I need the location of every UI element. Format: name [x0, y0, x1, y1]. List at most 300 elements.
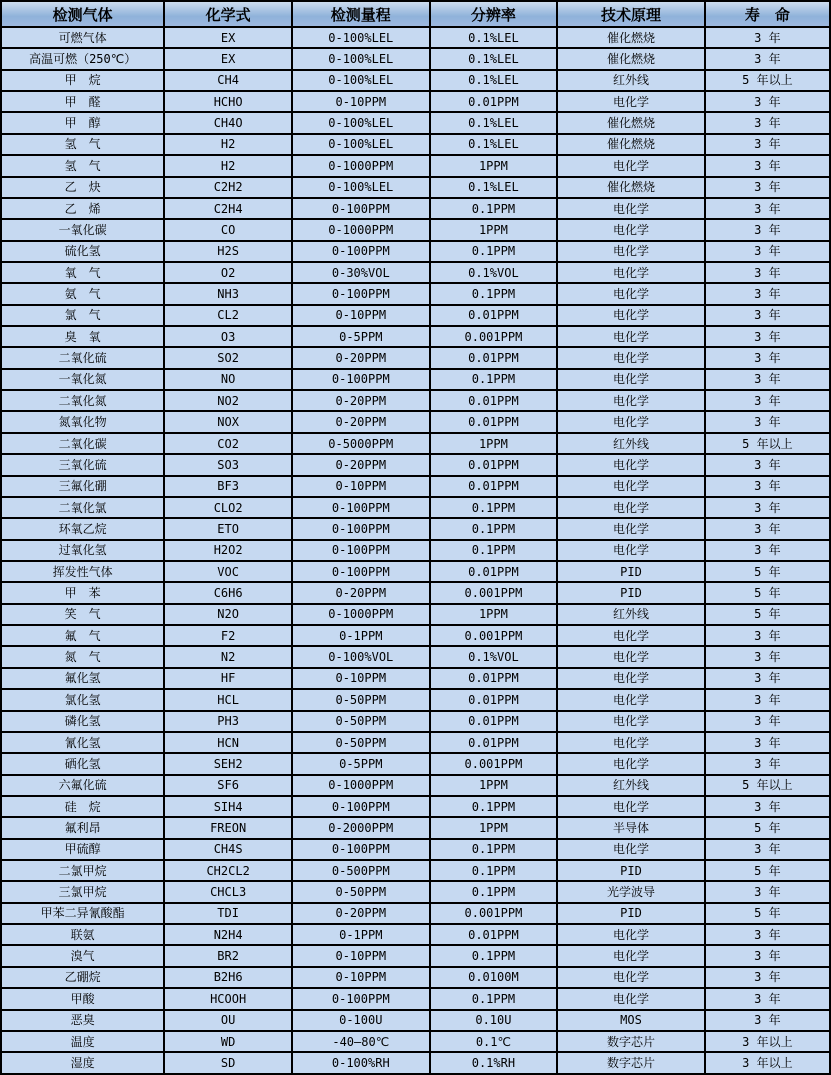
cell-formula: N2: [164, 646, 292, 667]
cell-range: 0-50PPM: [292, 711, 430, 732]
cell-principle: 电化学: [557, 924, 705, 945]
cell-gas: 硫化氢: [1, 241, 164, 262]
table-row: [1, 881, 830, 902]
cell-gas: 甲硫醇: [1, 839, 164, 860]
cell-range: 0-100PPM: [292, 796, 430, 817]
cell-formula: H2O2: [164, 540, 292, 561]
cell-formula: HCN: [164, 732, 292, 753]
cell-lifespan: 3 年: [705, 476, 830, 497]
table-row: [1, 732, 830, 753]
cell-gas: 氮氧化物: [1, 411, 164, 432]
cell-lifespan: 3 年: [705, 347, 830, 368]
table-row: [1, 262, 830, 283]
cell-lifespan: 3 年: [705, 326, 830, 347]
cell-formula: CL2: [164, 305, 292, 326]
cell-formula: TDI: [164, 903, 292, 924]
cell-formula: F2: [164, 625, 292, 646]
cell-principle: 电化学: [557, 390, 705, 411]
cell-gas: 甲苯二异氰酸酯: [1, 903, 164, 924]
cell-principle: 电化学: [557, 91, 705, 112]
cell-lifespan: 3 年: [705, 945, 830, 966]
cell-lifespan: 3 年: [705, 1010, 830, 1031]
table-row: [1, 604, 830, 625]
cell-range: 0-100PPM: [292, 198, 430, 219]
cell-gas: 磷化氢: [1, 711, 164, 732]
cell-lifespan: 3 年: [705, 262, 830, 283]
cell-lifespan: 3 年: [705, 689, 830, 710]
cell-gas: 氟 气: [1, 625, 164, 646]
cell-gas: 氧 气: [1, 262, 164, 283]
cell-formula: BF3: [164, 476, 292, 497]
cell-principle: 电化学: [557, 988, 705, 1009]
table-row: [1, 411, 830, 432]
cell-lifespan: 5 年: [705, 561, 830, 582]
cell-gas: 二氯甲烷: [1, 860, 164, 881]
cell-resolution: 0.01PPM: [430, 305, 558, 326]
table-row: [1, 518, 830, 539]
cell-gas: 氯 气: [1, 305, 164, 326]
cell-range: 0-10PPM: [292, 305, 430, 326]
column-header-resolution: 分辨率: [430, 1, 558, 27]
cell-principle: 电化学: [557, 497, 705, 518]
cell-resolution: 0.1%RH: [430, 1052, 558, 1074]
column-header-lifespan: 寿 命: [705, 1, 830, 27]
cell-principle: MOS: [557, 1010, 705, 1031]
cell-principle: 电化学: [557, 668, 705, 689]
cell-principle: 电化学: [557, 155, 705, 176]
cell-principle: 电化学: [557, 369, 705, 390]
table-row: [1, 753, 830, 774]
cell-principle: 电化学: [557, 326, 705, 347]
column-header-principle: 技术原理: [557, 1, 705, 27]
cell-formula: SF6: [164, 775, 292, 796]
table-row: [1, 1052, 830, 1074]
cell-range: 0-20PPM: [292, 582, 430, 603]
table-row: [1, 91, 830, 112]
cell-gas: 甲 烷: [1, 70, 164, 91]
table-row: [1, 305, 830, 326]
cell-formula: PH3: [164, 711, 292, 732]
cell-resolution: 1PPM: [430, 219, 558, 240]
table-row: [1, 476, 830, 497]
cell-resolution: 0.1PPM: [430, 518, 558, 539]
cell-lifespan: 3 年: [705, 177, 830, 198]
cell-formula: CH4O: [164, 112, 292, 133]
cell-gas: 湿度: [1, 1052, 164, 1074]
cell-range: 0-1000PPM: [292, 604, 430, 625]
cell-formula: NH3: [164, 283, 292, 304]
table-row: [1, 241, 830, 262]
cell-principle: 电化学: [557, 967, 705, 988]
cell-principle: PID: [557, 860, 705, 881]
cell-gas: 联氨: [1, 924, 164, 945]
cell-gas: 甲酸: [1, 988, 164, 1009]
cell-principle: 催化燃烧: [557, 177, 705, 198]
cell-resolution: 0.1%LEL: [430, 112, 558, 133]
cell-resolution: 0.1PPM: [430, 988, 558, 1009]
cell-principle: 电化学: [557, 945, 705, 966]
cell-resolution: 0.1PPM: [430, 497, 558, 518]
table-row: [1, 390, 830, 411]
cell-formula: CH4: [164, 70, 292, 91]
cell-principle: 电化学: [557, 839, 705, 860]
cell-range: 0-20PPM: [292, 903, 430, 924]
cell-gas: 溴气: [1, 945, 164, 966]
cell-lifespan: 3 年: [705, 967, 830, 988]
cell-formula: NO: [164, 369, 292, 390]
cell-lifespan: 3 年: [705, 924, 830, 945]
cell-resolution: 0.001PPM: [430, 903, 558, 924]
cell-principle: 电化学: [557, 283, 705, 304]
cell-lifespan: 3 年: [705, 219, 830, 240]
cell-resolution: 0.1PPM: [430, 945, 558, 966]
table-row: [1, 1010, 830, 1031]
cell-formula: SEH2: [164, 753, 292, 774]
cell-lifespan: 5 年以上: [705, 433, 830, 454]
cell-lifespan: 3 年: [705, 305, 830, 326]
cell-principle: 电化学: [557, 476, 705, 497]
cell-range: 0-100PPM: [292, 518, 430, 539]
table-body: [1, 27, 830, 1074]
table-row: [1, 177, 830, 198]
cell-lifespan: 3 年: [705, 732, 830, 753]
table-row: [1, 967, 830, 988]
cell-gas: 高温可燃（250℃）: [1, 48, 164, 69]
cell-resolution: 0.1PPM: [430, 881, 558, 902]
cell-lifespan: 5 年: [705, 817, 830, 838]
cell-gas: 二氧化氯: [1, 497, 164, 518]
cell-gas: 乙硼烷: [1, 967, 164, 988]
cell-formula: HF: [164, 668, 292, 689]
cell-principle: 催化燃烧: [557, 112, 705, 133]
cell-gas: 三氯甲烷: [1, 881, 164, 902]
cell-formula: SIH4: [164, 796, 292, 817]
cell-principle: 电化学: [557, 219, 705, 240]
cell-lifespan: 3 年: [705, 668, 830, 689]
cell-gas: 恶臭: [1, 1010, 164, 1031]
cell-range: 0-100PPM: [292, 241, 430, 262]
column-header-range: 检测量程: [292, 1, 430, 27]
cell-formula: N2H4: [164, 924, 292, 945]
cell-principle: 数字芯片: [557, 1031, 705, 1052]
cell-lifespan: 5 年: [705, 903, 830, 924]
cell-gas: 三氧化硫: [1, 454, 164, 475]
table-row: [1, 326, 830, 347]
cell-resolution: 0.01PPM: [430, 454, 558, 475]
table-row: [1, 369, 830, 390]
cell-gas: 六氟化硫: [1, 775, 164, 796]
cell-formula: CH2CL2: [164, 860, 292, 881]
cell-gas: 乙 炔: [1, 177, 164, 198]
cell-range: 0-30%VOL: [292, 262, 430, 283]
cell-principle: 电化学: [557, 625, 705, 646]
cell-resolution: 0.1%LEL: [430, 177, 558, 198]
cell-gas: 氟利昂: [1, 817, 164, 838]
cell-lifespan: 3 年: [705, 411, 830, 432]
cell-range: 0-10PPM: [292, 476, 430, 497]
table-row: [1, 48, 830, 69]
cell-principle: 电化学: [557, 198, 705, 219]
table-row: [1, 689, 830, 710]
cell-principle: 电化学: [557, 262, 705, 283]
cell-lifespan: 3 年: [705, 753, 830, 774]
cell-resolution: 0.1%LEL: [430, 134, 558, 155]
cell-resolution: 0.1PPM: [430, 839, 558, 860]
cell-principle: 电化学: [557, 753, 705, 774]
table-row: [1, 347, 830, 368]
cell-resolution: 0.001PPM: [430, 582, 558, 603]
cell-gas: 甲 醛: [1, 91, 164, 112]
cell-resolution: 1PPM: [430, 817, 558, 838]
cell-formula: OU: [164, 1010, 292, 1031]
cell-range: 0-20PPM: [292, 347, 430, 368]
cell-resolution: 1PPM: [430, 775, 558, 796]
cell-lifespan: 3 年: [705, 369, 830, 390]
cell-formula: H2: [164, 134, 292, 155]
cell-lifespan: 3 年: [705, 711, 830, 732]
cell-resolution: 0.1PPM: [430, 198, 558, 219]
cell-gas: 氮 气: [1, 646, 164, 667]
cell-resolution: 1PPM: [430, 155, 558, 176]
cell-principle: PID: [557, 561, 705, 582]
cell-resolution: 0.01PPM: [430, 668, 558, 689]
cell-lifespan: 5 年: [705, 604, 830, 625]
cell-lifespan: 3 年: [705, 155, 830, 176]
table-row: [1, 134, 830, 155]
cell-resolution: 1PPM: [430, 433, 558, 454]
cell-range: 0-100%LEL: [292, 177, 430, 198]
cell-formula: C2H4: [164, 198, 292, 219]
cell-range: 0-500PPM: [292, 860, 430, 881]
cell-lifespan: 3 年: [705, 518, 830, 539]
cell-resolution: 0.01PPM: [430, 924, 558, 945]
cell-range: 0-10PPM: [292, 668, 430, 689]
cell-formula: B2H6: [164, 967, 292, 988]
cell-lifespan: 3 年以上: [705, 1052, 830, 1074]
cell-resolution: 0.1PPM: [430, 540, 558, 561]
cell-range: 0-50PPM: [292, 732, 430, 753]
cell-principle: 催化燃烧: [557, 48, 705, 69]
cell-range: 0-100%RH: [292, 1052, 430, 1074]
cell-resolution: 0.1℃: [430, 1031, 558, 1052]
cell-principle: 电化学: [557, 711, 705, 732]
cell-range: 0-100PPM: [292, 497, 430, 518]
cell-principle: 电化学: [557, 454, 705, 475]
table-row: [1, 668, 830, 689]
cell-formula: NOX: [164, 411, 292, 432]
cell-resolution: 0.10U: [430, 1010, 558, 1031]
cell-principle: 红外线: [557, 70, 705, 91]
cell-range: 0-1PPM: [292, 625, 430, 646]
cell-resolution: 0.01PPM: [430, 689, 558, 710]
cell-resolution: 0.001PPM: [430, 326, 558, 347]
cell-lifespan: 3 年: [705, 540, 830, 561]
cell-resolution: 0.01PPM: [430, 476, 558, 497]
cell-lifespan: 3 年: [705, 390, 830, 411]
cell-gas: 三氟化硼: [1, 476, 164, 497]
column-header-formula: 化学式: [164, 1, 292, 27]
cell-lifespan: 3 年: [705, 134, 830, 155]
cell-formula: HCL: [164, 689, 292, 710]
cell-range: 0-10PPM: [292, 945, 430, 966]
cell-range: 0-50PPM: [292, 881, 430, 902]
cell-formula: N2O: [164, 604, 292, 625]
cell-gas: 二氧化硫: [1, 347, 164, 368]
cell-gas: 一氧化氮: [1, 369, 164, 390]
cell-resolution: 0.01PPM: [430, 347, 558, 368]
cell-range: 0-1000PPM: [292, 775, 430, 796]
cell-formula: FREON: [164, 817, 292, 838]
cell-range: 0-2000PPM: [292, 817, 430, 838]
cell-principle: 电化学: [557, 241, 705, 262]
table-row: [1, 540, 830, 561]
cell-gas: 温度: [1, 1031, 164, 1052]
cell-formula: EX: [164, 27, 292, 48]
cell-principle: PID: [557, 903, 705, 924]
cell-resolution: 0.1PPM: [430, 283, 558, 304]
cell-range: 0-100PPM: [292, 283, 430, 304]
cell-principle: 电化学: [557, 689, 705, 710]
table-row: [1, 283, 830, 304]
cell-principle: 电化学: [557, 540, 705, 561]
cell-lifespan: 3 年: [705, 646, 830, 667]
cell-gas: 氰化氢: [1, 732, 164, 753]
cell-range: 0-100U: [292, 1010, 430, 1031]
cell-resolution: 0.01PPM: [430, 390, 558, 411]
table-row: [1, 70, 830, 91]
cell-formula: SO2: [164, 347, 292, 368]
cell-range: -40—80℃: [292, 1031, 430, 1052]
cell-gas: 甲 苯: [1, 582, 164, 603]
cell-principle: 红外线: [557, 433, 705, 454]
cell-gas: 甲 醇: [1, 112, 164, 133]
cell-gas: 二氧化碳: [1, 433, 164, 454]
cell-formula: BR2: [164, 945, 292, 966]
cell-range: 0-100PPM: [292, 988, 430, 1009]
cell-principle: 电化学: [557, 732, 705, 753]
cell-formula: HCHO: [164, 91, 292, 112]
cell-lifespan: 3 年: [705, 283, 830, 304]
cell-principle: 红外线: [557, 775, 705, 796]
table-row: [1, 711, 830, 732]
cell-range: 0-10PPM: [292, 967, 430, 988]
cell-formula: SO3: [164, 454, 292, 475]
cell-gas: 二氧化氮: [1, 390, 164, 411]
cell-range: 0-100PPM: [292, 540, 430, 561]
cell-lifespan: 3 年: [705, 988, 830, 1009]
table-row: [1, 1031, 830, 1052]
table-row: [1, 582, 830, 603]
cell-resolution: 0.01PPM: [430, 732, 558, 753]
cell-lifespan: 3 年: [705, 27, 830, 48]
cell-formula: CO2: [164, 433, 292, 454]
cell-lifespan: 5 年以上: [705, 775, 830, 796]
cell-formula: C6H6: [164, 582, 292, 603]
table-row: [1, 27, 830, 48]
cell-range: 0-5PPM: [292, 753, 430, 774]
cell-principle: 电化学: [557, 518, 705, 539]
cell-gas: 笑 气: [1, 604, 164, 625]
cell-range: 0-100%LEL: [292, 70, 430, 91]
cell-resolution: 0.1%VOL: [430, 646, 558, 667]
cell-lifespan: 3 年: [705, 881, 830, 902]
cell-gas: 氨 气: [1, 283, 164, 304]
cell-principle: 催化燃烧: [557, 27, 705, 48]
column-header-gas: 检测气体: [1, 1, 164, 27]
table-row: [1, 945, 830, 966]
cell-formula: CH4S: [164, 839, 292, 860]
cell-gas: 环氧乙烷: [1, 518, 164, 539]
cell-principle: 光学波导: [557, 881, 705, 902]
cell-formula: ETO: [164, 518, 292, 539]
table-row: [1, 646, 830, 667]
cell-resolution: 0.001PPM: [430, 753, 558, 774]
cell-range: 0-100%LEL: [292, 48, 430, 69]
cell-resolution: 0.001PPM: [430, 625, 558, 646]
cell-principle: 电化学: [557, 646, 705, 667]
cell-formula: VOC: [164, 561, 292, 582]
cell-resolution: 0.0100M: [430, 967, 558, 988]
cell-range: 0-50PPM: [292, 689, 430, 710]
cell-lifespan: 3 年: [705, 625, 830, 646]
cell-principle: 电化学: [557, 796, 705, 817]
cell-range: 0-1PPM: [292, 924, 430, 945]
cell-range: 0-1000PPM: [292, 155, 430, 176]
cell-lifespan: 5 年: [705, 860, 830, 881]
cell-lifespan: 3 年: [705, 112, 830, 133]
cell-range: 0-100%LEL: [292, 112, 430, 133]
cell-range: 0-100PPM: [292, 369, 430, 390]
cell-lifespan: 3 年: [705, 48, 830, 69]
cell-lifespan: 3 年以上: [705, 1031, 830, 1052]
cell-range: 0-10PPM: [292, 91, 430, 112]
cell-resolution: 0.1%LEL: [430, 48, 558, 69]
cell-range: 0-100%LEL: [292, 27, 430, 48]
cell-lifespan: 3 年: [705, 241, 830, 262]
cell-lifespan: 5 年: [705, 582, 830, 603]
cell-formula: O2: [164, 262, 292, 283]
table-row: [1, 775, 830, 796]
cell-formula: WD: [164, 1031, 292, 1052]
cell-principle: 数字芯片: [557, 1052, 705, 1074]
table-row: [1, 839, 830, 860]
cell-gas: 硒化氢: [1, 753, 164, 774]
cell-range: 0-100PPM: [292, 561, 430, 582]
cell-range: 0-100%LEL: [292, 134, 430, 155]
cell-formula: H2S: [164, 241, 292, 262]
table-row: [1, 155, 830, 176]
cell-gas: 氟化氢: [1, 668, 164, 689]
table-row: [1, 219, 830, 240]
cell-resolution: 1PPM: [430, 604, 558, 625]
cell-gas: 氢 气: [1, 134, 164, 155]
cell-formula: HCOOH: [164, 988, 292, 1009]
cell-formula: C2H2: [164, 177, 292, 198]
cell-gas: 一氧化碳: [1, 219, 164, 240]
table-row: [1, 561, 830, 582]
cell-resolution: 0.01PPM: [430, 561, 558, 582]
cell-resolution: 0.1PPM: [430, 369, 558, 390]
cell-gas: 氯化氢: [1, 689, 164, 710]
cell-principle: 电化学: [557, 347, 705, 368]
table-row: [1, 988, 830, 1009]
cell-principle: 催化燃烧: [557, 134, 705, 155]
cell-gas: 可燃气体: [1, 27, 164, 48]
cell-principle: 红外线: [557, 604, 705, 625]
cell-formula: CO: [164, 219, 292, 240]
cell-lifespan: 3 年: [705, 839, 830, 860]
cell-formula: SD: [164, 1052, 292, 1074]
